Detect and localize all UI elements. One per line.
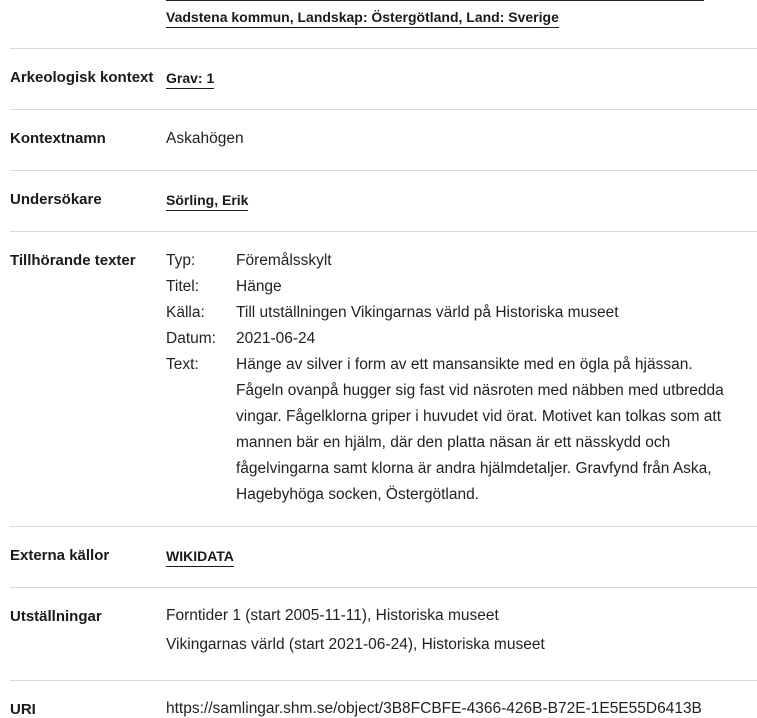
kontextnamn-value: Askahögen (166, 130, 244, 147)
typ-value: Föremålsskylt (236, 252, 332, 269)
text-key: Text: (166, 356, 199, 373)
text-row-text (166, 352, 746, 508)
row-divider (10, 587, 757, 588)
titel-value: Hänge (236, 278, 282, 295)
row-divider (10, 48, 757, 49)
row-divider (10, 170, 757, 171)
grav-link[interactable]: Grav: 1 (166, 70, 214, 89)
undersokare-link[interactable]: Sörling, Erik (166, 192, 248, 211)
datum-value: 2021-06-24 (236, 330, 316, 347)
place-link[interactable]: Vadstena kommun, Landskap: Östergötland, Land: Sverige (166, 9, 559, 28)
label-arkeologisk-kontext: Arkeologisk kontext (10, 69, 154, 86)
titel-key: Titel: (166, 278, 200, 295)
text-row-datum (166, 326, 746, 352)
kalla-value: Till utställningen Vikingarnas värld på Historiska museet (236, 304, 619, 321)
kalla-key: Källa: (166, 304, 205, 321)
uri-value[interactable]: https://samlingar.shm.se/object/3B8FCBFE-4366-426B-B72E-1E5E55D6413B (166, 700, 702, 717)
exhibition-item: Vikingarnas värld (start 2021-06-24), Historiska museet (166, 636, 545, 653)
datum-key: Datum: (166, 330, 216, 347)
row-divider (10, 526, 757, 527)
text-value: Hänge av silver i form av ett mansansikte med en ögla på hjässan. Fågeln ovanpå hugger sig fast vid näsroten med näbben med utbredda vingar. Fågelklorna griper i huvudet vid örat. Motivet kan tolkas som att mannen bär en hjälm, där den platta näsan är ett nässkydd och fågelvingarna samt klorna är andra hjälmdetaljer. Gravfynd från Aska, Hagebyhöga socken, Östergötland. (236, 356, 724, 503)
typ-key: Typ: (166, 252, 196, 269)
text-row-typ (166, 248, 746, 274)
wikidata-link[interactable]: WIKIDATA (166, 548, 234, 567)
top-divider (166, 0, 704, 1)
exhibition-item: Forntider 1 (start 2005-11-11), Historiska museet (166, 607, 499, 624)
label-externa-kallor: Externa källor (10, 547, 110, 564)
label-utstallningar: Utställningar (10, 608, 102, 625)
text-row-kalla (166, 300, 746, 326)
associated-texts (166, 248, 746, 508)
label-uri: URI (10, 701, 36, 718)
label-kontextnamn: Kontextnamn (10, 130, 106, 147)
label-undersokare: Undersökare (10, 191, 102, 208)
row-divider (10, 231, 757, 232)
text-row-titel (166, 274, 746, 300)
row-divider (10, 680, 757, 681)
label-tillhorande-texter: Tillhörande texter (10, 252, 136, 269)
row-divider (10, 109, 757, 110)
